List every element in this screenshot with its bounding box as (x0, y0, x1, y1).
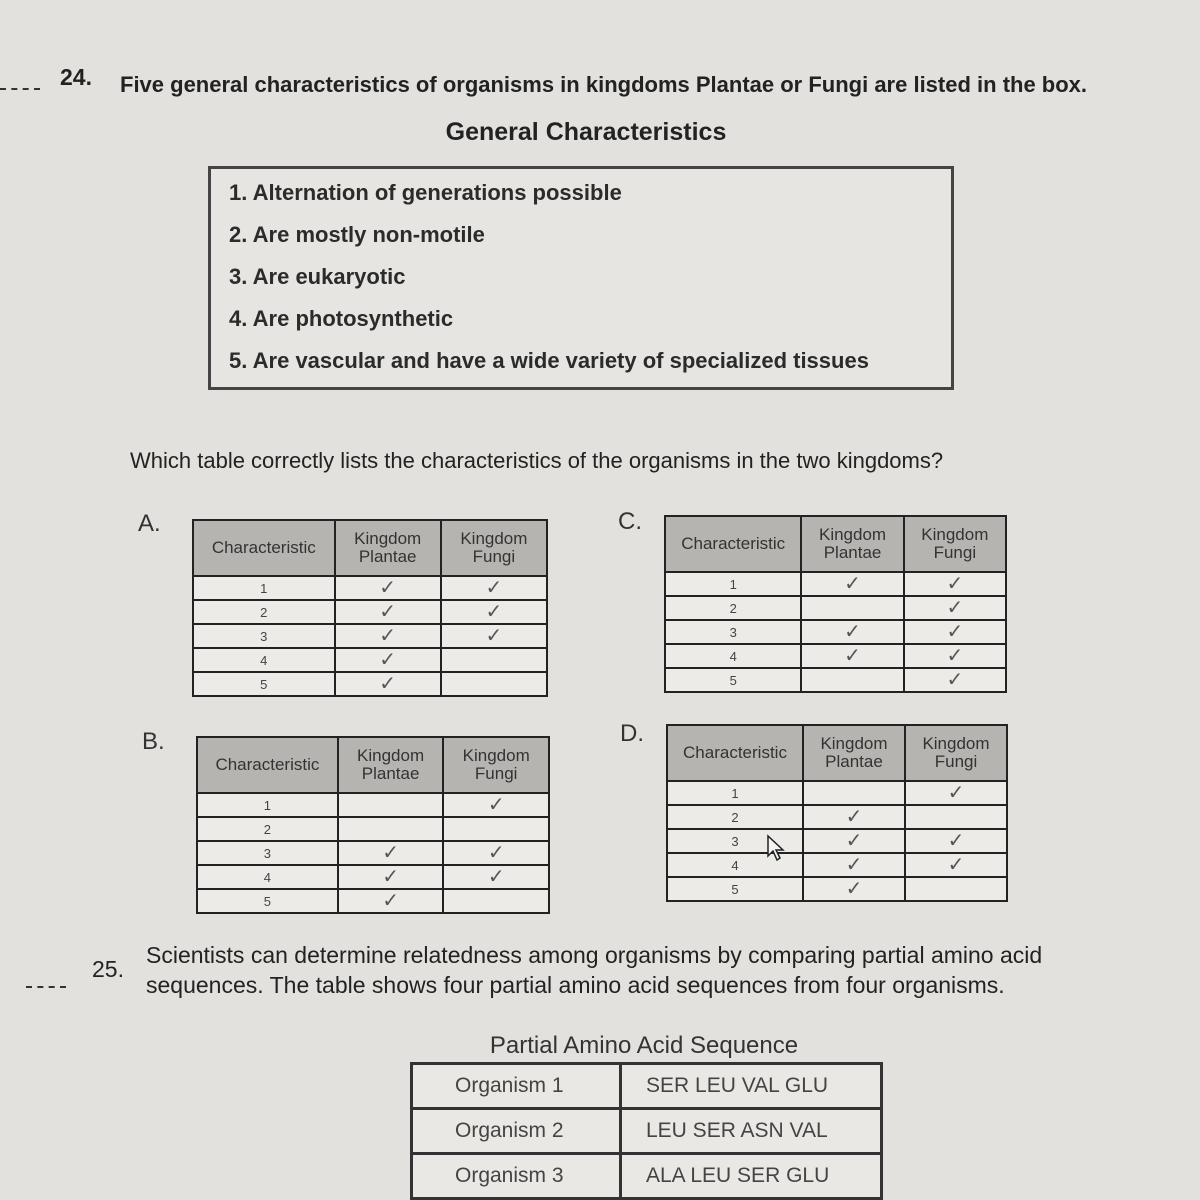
table-row (193, 576, 547, 600)
check-mark-icon: ✓ (487, 794, 505, 816)
fungi-cell (905, 805, 1007, 829)
table-row (665, 620, 1006, 644)
fungi-cell (905, 829, 1007, 853)
check-mark-icon: ✓ (485, 601, 503, 623)
fungi-cell (904, 620, 1006, 644)
check-mark-icon: ✓ (382, 866, 399, 888)
characteristic-number-cell: 3 (193, 624, 335, 648)
characteristic-item: 3. Are eukaryotic (229, 264, 406, 289)
characteristic-item: 5. Are vascular and have a wide variety of specialized tissues (229, 348, 869, 373)
characteristic-number-cell: 1 (667, 781, 803, 805)
check-mark-icon: ✓ (487, 866, 505, 888)
sequence-cell: ALA LEU SER GLU (621, 1154, 882, 1199)
characteristic-number-cell: 4 (667, 853, 803, 877)
fungi-cell (904, 596, 1006, 620)
option-label-d[interactable]: D. (620, 720, 644, 747)
amino-acid-table (410, 1062, 883, 1200)
plantae-cell (335, 648, 441, 672)
check-mark-icon: ✓ (382, 842, 399, 864)
characteristics-box (208, 166, 954, 390)
table-row (412, 1109, 882, 1154)
table-row (193, 600, 547, 624)
table-row (667, 877, 1007, 901)
characteristic-number-cell: 5 (193, 672, 335, 696)
plantae-cell (803, 853, 905, 877)
characteristic-number-cell: 3 (667, 829, 803, 853)
header-characteristic: Characteristic (665, 516, 801, 572)
fungi-cell (441, 576, 547, 600)
check-mark-icon: ✓ (844, 621, 861, 643)
characteristic-number-cell: 4 (193, 648, 335, 672)
table-row (193, 672, 547, 696)
table-row (197, 817, 549, 841)
table-header-row (193, 520, 547, 576)
fungi-cell (441, 624, 547, 648)
check-mark-icon: ✓ (844, 573, 861, 595)
table-row (667, 805, 1007, 829)
plantae-cell (803, 877, 905, 901)
characteristic-number-cell: 2 (665, 596, 801, 620)
table-header-row (197, 737, 549, 793)
fungi-cell (443, 841, 549, 865)
check-mark-icon: ✓ (485, 577, 503, 599)
option-label-a[interactable]: A. (138, 510, 161, 537)
fungi-cell (443, 793, 549, 817)
table-row (665, 572, 1006, 596)
fungi-cell (905, 853, 1007, 877)
check-mark-icon: ✓ (379, 577, 397, 599)
characteristic-number-cell: 5 (197, 889, 338, 913)
plantae-cell (338, 841, 444, 865)
table-row (193, 648, 547, 672)
header-kingdom-fungi: Kingdom Fungi (443, 737, 549, 793)
characteristic-number-cell: 1 (665, 572, 801, 596)
sequence-cell: LEU SER ASN VAL (621, 1109, 882, 1154)
table-row (193, 624, 547, 648)
plantae-cell (335, 624, 441, 648)
characteristics-list (229, 179, 951, 389)
mouse-cursor-icon (766, 834, 786, 862)
characteristic-number-cell: 1 (193, 576, 335, 600)
option-table-b (196, 736, 550, 914)
plantae-cell (801, 572, 903, 596)
characteristic-number-cell: 2 (193, 600, 335, 624)
table-header-row (665, 516, 1006, 572)
characteristic-number-cell: 4 (665, 644, 801, 668)
check-mark-icon: ✓ (845, 830, 863, 852)
plantae-cell (801, 596, 903, 620)
characteristic-item: 4. Are photosynthetic (229, 306, 454, 331)
plantae-cell (338, 865, 444, 889)
check-mark-icon: ✓ (379, 601, 397, 623)
sequence-table-title: Partial Amino Acid Sequence (489, 1032, 799, 1059)
question-text-24: Five general characteristics of organisms in kingdoms Plantae or Fungi are listed in the box. (120, 72, 1088, 97)
plantae-cell (803, 781, 905, 805)
table-row (412, 1154, 882, 1199)
plantae-cell (803, 829, 905, 853)
table-row (665, 644, 1006, 668)
check-mark-icon: ✓ (946, 645, 964, 667)
fungi-cell (441, 672, 547, 696)
header-kingdom-fungi: Kingdom Fungi (904, 516, 1006, 572)
table-row (197, 865, 549, 889)
check-mark-icon: ✓ (382, 890, 399, 912)
check-mark-icon: ✓ (379, 625, 397, 647)
characteristic-number-cell: 1 (197, 793, 338, 817)
header-kingdom-plantae: Kingdom Plantae (801, 516, 903, 572)
table-row (197, 889, 549, 913)
header-characteristic: Characteristic (193, 520, 335, 576)
check-mark-icon: ✓ (487, 842, 505, 864)
check-mark-icon: ✓ (947, 854, 965, 876)
sequence-cell: SER LEU VAL GLU (621, 1064, 882, 1109)
table-row (197, 841, 549, 865)
check-mark-icon: ✓ (947, 782, 965, 804)
characteristic-number-cell: 4 (197, 865, 338, 889)
plantae-cell (801, 644, 903, 668)
header-kingdom-plantae: Kingdom Plantae (803, 725, 905, 781)
question-text-25-line2: sequences. The table shows four partial amino acid sequences from four organisms. (146, 972, 1005, 998)
characteristic-number-cell: 3 (197, 841, 338, 865)
option-table-a (192, 519, 548, 697)
plantae-cell (803, 805, 905, 829)
fungi-cell (441, 648, 547, 672)
question-number-25: 25. (92, 956, 124, 982)
plantae-cell (338, 793, 444, 817)
organism-cell: Organism 2 (412, 1109, 621, 1154)
fungi-cell (441, 600, 547, 624)
plantae-cell (338, 817, 444, 841)
header-kingdom-fungi: Kingdom Fungi (905, 725, 1007, 781)
table-row (665, 668, 1006, 692)
option-table-d (666, 724, 1008, 902)
header-kingdom-fungi: Kingdom Fungi (441, 520, 547, 576)
organism-cell: Organism 3 (412, 1154, 621, 1199)
check-mark-icon: ✓ (947, 830, 965, 852)
check-mark-icon: ✓ (845, 806, 863, 828)
question-number-24: 24. (60, 64, 92, 90)
table-row (667, 781, 1007, 805)
answer-blank-25[interactable] (26, 986, 66, 988)
check-mark-icon: ✓ (379, 673, 397, 695)
table-row (197, 793, 549, 817)
check-mark-icon: ✓ (946, 597, 964, 619)
option-table-c (664, 515, 1007, 693)
box-title: General Characteristics (445, 118, 727, 146)
characteristic-number-cell: 3 (665, 620, 801, 644)
characteristic-item: 1. Alternation of generations possible (229, 180, 622, 205)
fungi-cell (905, 781, 1007, 805)
check-mark-icon: ✓ (845, 878, 863, 900)
table-header-row (667, 725, 1007, 781)
option-label-c[interactable]: C. (618, 508, 642, 535)
check-mark-icon: ✓ (946, 573, 964, 595)
check-mark-icon: ✓ (946, 669, 964, 691)
characteristic-number-cell: 5 (667, 877, 803, 901)
plantae-cell (335, 576, 441, 600)
characteristic-number-cell: 5 (665, 668, 801, 692)
table-row (667, 853, 1007, 877)
organism-cell: Organism 1 (412, 1064, 621, 1109)
plantae-cell (801, 668, 903, 692)
fungi-cell (443, 865, 549, 889)
fungi-cell (904, 644, 1006, 668)
plantae-cell (338, 889, 444, 913)
fungi-cell (904, 572, 1006, 596)
fungi-cell (443, 889, 549, 913)
header-characteristic: Characteristic (197, 737, 338, 793)
header-kingdom-plantae: Kingdom Plantae (335, 520, 441, 576)
plantae-cell (335, 600, 441, 624)
table-row (665, 596, 1006, 620)
answer-blank-24[interactable] (0, 88, 40, 90)
table-row (667, 829, 1007, 853)
question-prompt: Which table correctly lists the characteristics of the organisms in the two kingdoms? (130, 448, 944, 473)
check-mark-icon: ✓ (379, 649, 397, 671)
characteristic-number-cell: 2 (197, 817, 338, 841)
check-mark-icon: ✓ (845, 854, 863, 876)
check-mark-icon: ✓ (844, 645, 861, 667)
option-label-b[interactable]: B. (142, 728, 165, 755)
characteristic-number-cell: 2 (667, 805, 803, 829)
header-kingdom-plantae: Kingdom Plantae (338, 737, 444, 793)
header-characteristic: Characteristic (667, 725, 803, 781)
plantae-cell (801, 620, 903, 644)
table-row (412, 1064, 882, 1109)
fungi-cell (905, 877, 1007, 901)
plantae-cell (335, 672, 441, 696)
check-mark-icon: ✓ (485, 625, 503, 647)
fungi-cell (904, 668, 1006, 692)
characteristic-item: 2. Are mostly non-motile (229, 222, 485, 247)
question-text-25-line1: Scientists can determine relatedness among organisms by comparing partial amino acid (146, 942, 1043, 968)
fungi-cell (443, 817, 549, 841)
check-mark-icon: ✓ (946, 621, 964, 643)
